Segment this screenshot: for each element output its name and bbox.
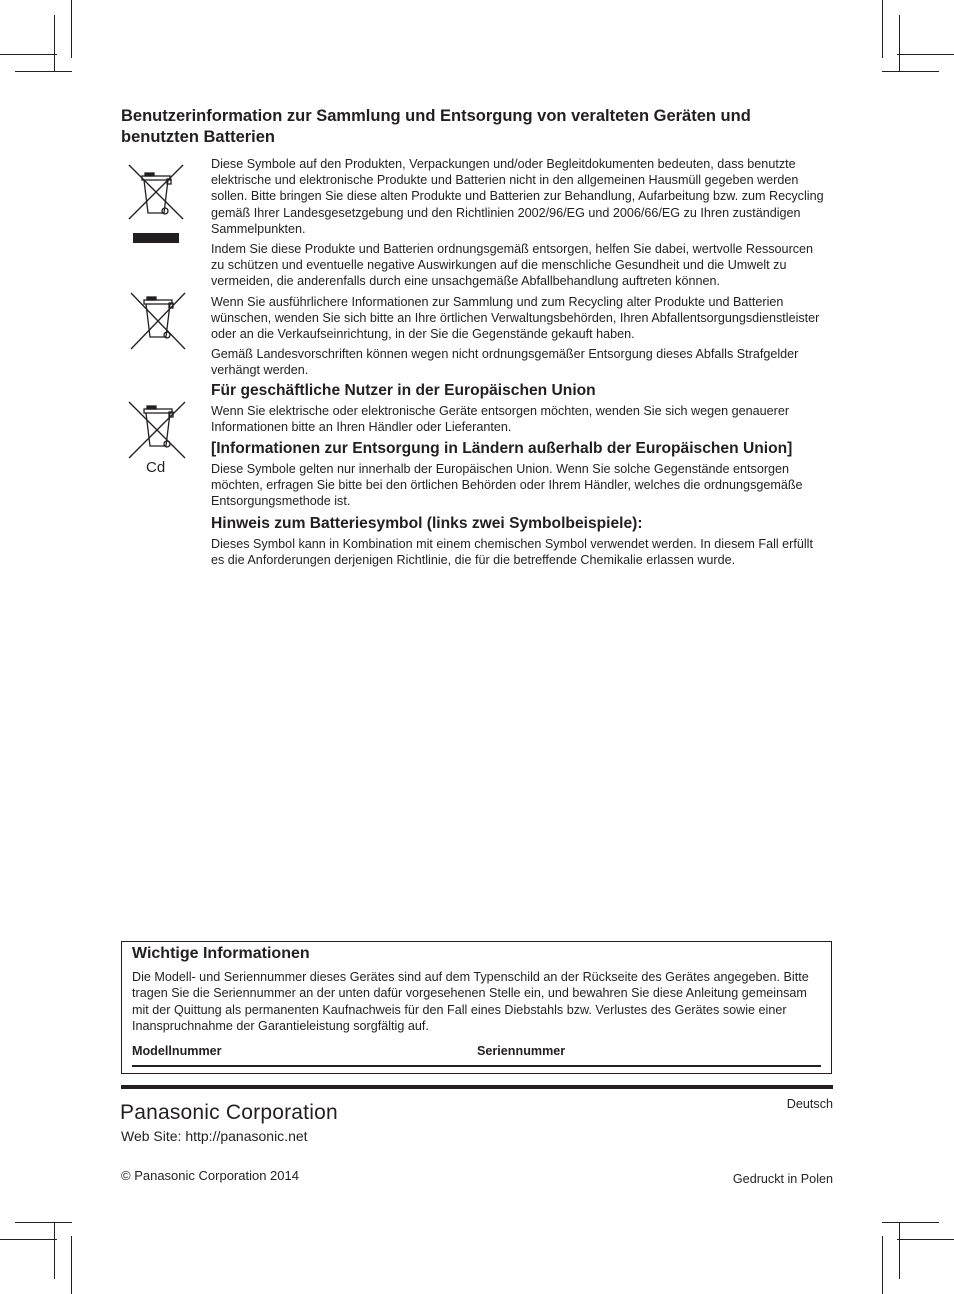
- weee-bin-icon: [127, 163, 185, 245]
- entry-line: [132, 1065, 821, 1067]
- footer-rule: [121, 1085, 833, 1089]
- website-text: Web Site: http://panasonic.net: [121, 1128, 308, 1144]
- section-text-eu-business: Wenn Sie elektrische oder elektronische Geräte entsorgen möchten, wenden Sie sich wegen genauerer Informationen bitte an Ihren Händler oder Lieferanten.: [211, 403, 790, 434]
- section-heading-outside-eu: [Informationen zur Entsorgung in Ländern außerhalb der Europäischen Union]: [211, 440, 793, 458]
- chemical-symbol-label: Cd: [146, 459, 166, 476]
- language-label: Deutsch: [786, 1097, 833, 1111]
- copyright: © Panasonic Corporation 2014: [121, 1168, 299, 1183]
- intro-paragraph: Gemäß Landesvorschriften können wegen nicht ordnungsgemäßer Entsorgung dieses Abfalls Strafgelder verhängt werden.: [211, 347, 799, 378]
- model-number-label: Modellnummer: [132, 1044, 222, 1058]
- intro-paragraph: Diese Symbole auf den Produkten, Verpackungen und/oder Begleitdokumenten bedeuten, dass benutzte elektrische und elektronische Produkte und Batterien nicht in den allgemeinen Hausmüll gegeben werden sollen. Bitte bringen Sie diese alten Produkte und Batterien zur Behandlung, Aufarbeitung bzw. zum Recycling gemäß Ihrer Landesgesetzgebung und den Richtlinien 2002/96/EG und 2006/66/EG zu Ihren zuständigen Sammelpunkten.: [211, 157, 824, 236]
- serial-number-label: Seriennummer: [477, 1044, 566, 1058]
- section-heading-battery-note: Hinweis zum Batteriesymbol (links zwei Symbolbeispiele):: [211, 514, 643, 532]
- page-title: Benutzerinformation zur Sammlung und Entsorgung von veralteten Geräten und benutzten Batterien: [121, 107, 751, 146]
- section-text-battery-note: Dieses Symbol kann in Kombination mit einem chemischen Symbol verwendet werden. In diesem Fall erfüllt es die Anforderungen derjenigen Richtlinie, die für die betreffende Chemikalie erlassen wurde.: [211, 536, 813, 567]
- battery-bin-icon: [127, 400, 187, 460]
- brand-logo: Panasonic Corporation: [120, 1101, 338, 1124]
- important-info-box: [121, 941, 832, 1074]
- intro-paragraph: Indem Sie diese Produkte und Batterien ordnungsgemäß entsorgen, helfen Sie dabei, wertvolle Ressourcen zu schützen und eventuelle negative Auswirkungen auf die menschliche Gesundheit und die Umwelt zu vermeiden, die anderenfalls durch eine unsachgemäße Abfallbehandlung auftreten können.: [211, 242, 814, 289]
- intro-paragraph: Wenn Sie ausführlichere Informationen zur Sammlung und zum Recycling alter Produkte und Batterien wünschen, wenden Sie sich bitte an Ihre örtlichen Verwaltungsbehörden, Ihren Abfallentsorgungsdienstleister oder an die Verkaufseinrichtung, in der Sie die Gegenstände gekauft haben.: [211, 294, 820, 342]
- important-info-heading: Wichtige Informationen: [132, 945, 310, 962]
- disposal-content: [211, 156, 829, 572]
- section-heading-eu-business: Für geschäftliche Nutzer in der Europäischen Union: [211, 381, 596, 399]
- weee-bin-icon: [129, 291, 187, 351]
- printed-in: Gedruckt in Polen: [732, 1172, 833, 1186]
- section-text-outside-eu: Diese Symbole gelten nur innerhalb der Europäischen Union. Wenn Sie solche Gegenstände entsorgen möchten, erfragen Sie bitte bei den örtlichen Behörden oder Ihrem Händler, welches die ordnungsgemäße Entsorgungsmethode ist.: [211, 462, 803, 509]
- important-info-text: Die Modell- und Seriennummer dieses Gerätes sind auf dem Typenschild an der Rückseite des Gerätes angegeben. Bitte tragen Sie die Seriennummer an der unten dafür vorgesehenen Stelle ein, und bewahren Sie diese Anleitung gemeinsam mit der Quittung als permanenten Kaufnachweis für den Fall eines Diebstahls bzw. Verlustes des Gerätes sowie einer Inanspruchnahme der Garantieleistung sorgfältig auf.: [132, 970, 809, 1033]
